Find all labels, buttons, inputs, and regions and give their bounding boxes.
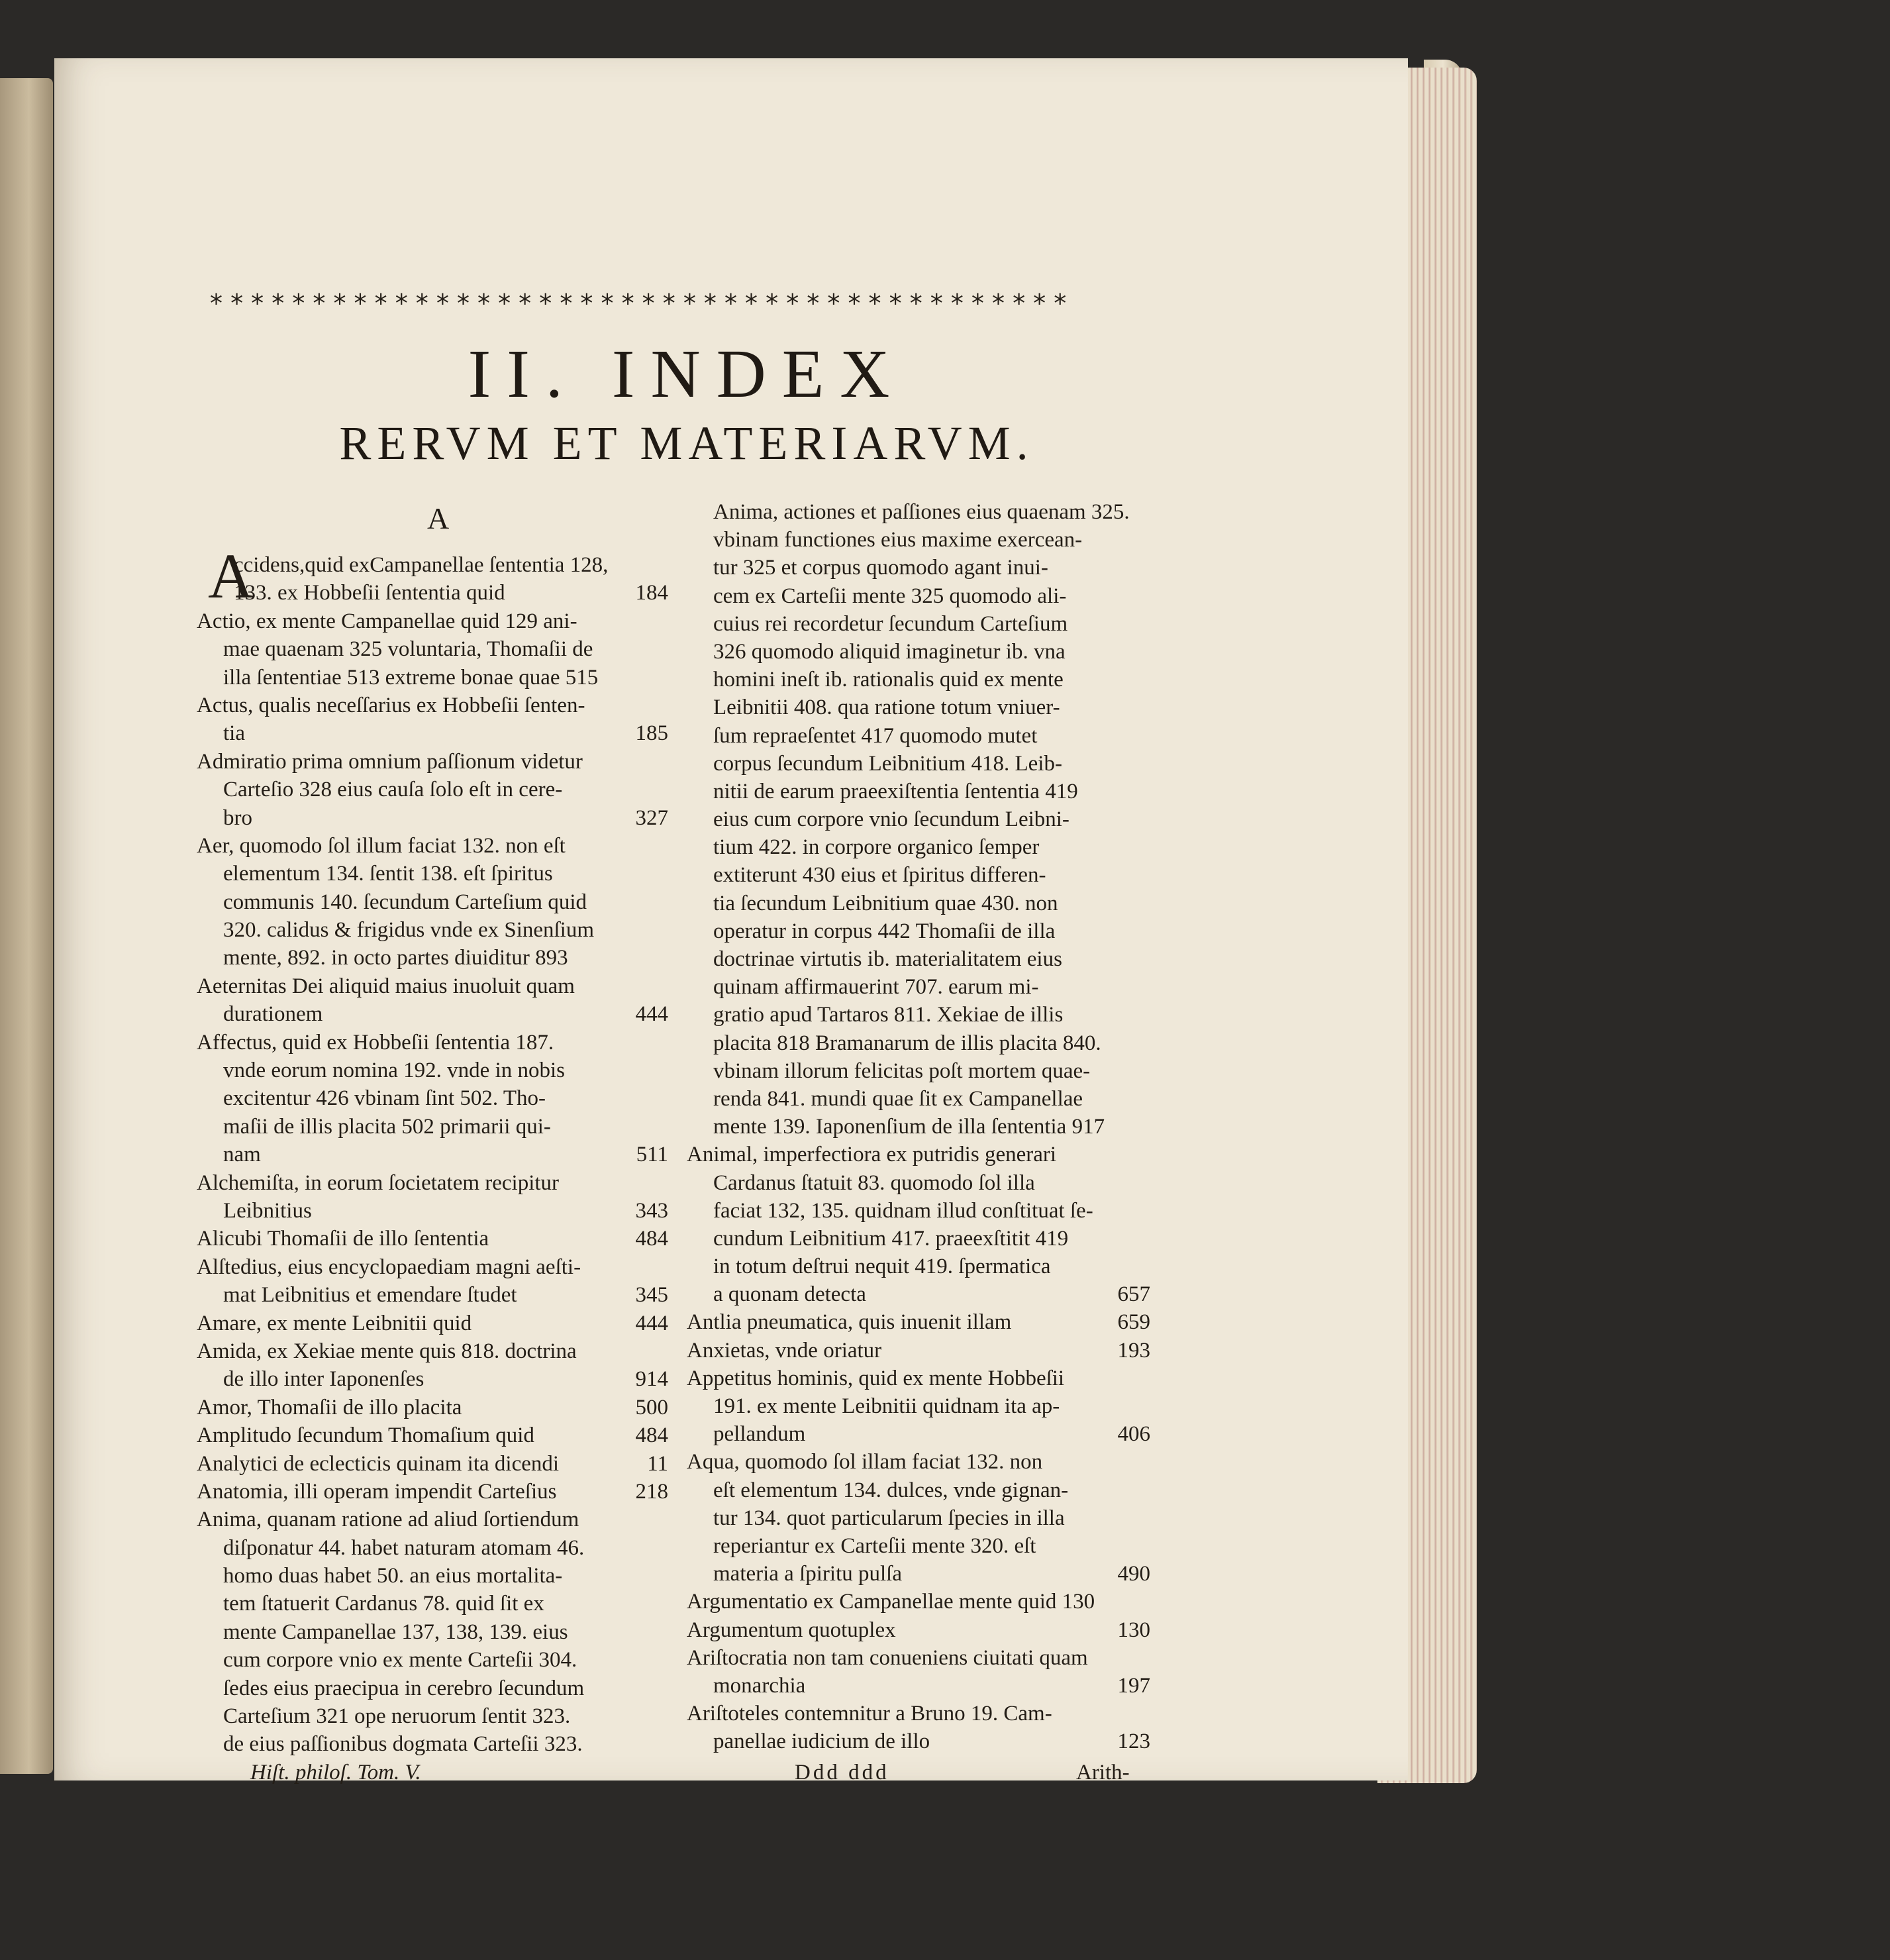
index-entry-text: a quonam detecta xyxy=(713,1282,866,1307)
index-page-number xyxy=(1144,694,1150,721)
index-page-number: 343 xyxy=(635,1198,668,1223)
index-entry-text: 326 quomodo aliquid imaginetur ib. vna xyxy=(713,639,1066,664)
index-page-number: 914 xyxy=(635,1367,668,1392)
index-entry-text: extiterunt 430 eius et ſpiritus differen- xyxy=(713,863,1046,888)
footer-signature: Hiſt. philoſ. Tom. V. xyxy=(250,1761,421,1784)
index-entry-text: elementum 134. ſentit 138. eſt ſpiritus xyxy=(223,862,553,886)
index-page-number xyxy=(662,944,668,972)
footer-signature-mark: Ddd ddd xyxy=(795,1761,889,1784)
index-entry-text: Amare, ex mente Leibnitii quid xyxy=(197,1311,472,1335)
index-line xyxy=(687,1420,1150,1448)
right-index-column xyxy=(687,498,1150,1755)
index-page-number xyxy=(1144,778,1150,805)
index-page-number xyxy=(1144,1057,1150,1085)
index-page-number: 345 xyxy=(635,1283,668,1308)
index-page-number xyxy=(662,1113,668,1141)
index-page-number xyxy=(662,1534,668,1562)
index-page-number xyxy=(662,1646,668,1674)
index-entry-text: reperiantur ex Carteſii mente 320. eſt xyxy=(713,1533,1036,1558)
index-line xyxy=(197,1029,668,1057)
index-entry-text: Actus, qualis neceſſarius ex Hobbeſii ſenten- xyxy=(197,693,585,717)
index-entry-text: 191. ex mente Leibnitii quidnam ita ap- xyxy=(713,1394,1060,1418)
index-line xyxy=(687,1560,1150,1588)
index-entry-text: Appetitus hominis, quid ex mente Hobbeſii xyxy=(687,1366,1065,1390)
index-page-number xyxy=(662,607,668,635)
index-entry-text: mente Campanellae 137, 138, 139. eius xyxy=(223,1620,568,1644)
index-entry-text: Anatomia, illi operam impendit Carteſius xyxy=(197,1479,557,1504)
index-entry-text: Argumentatio ex Campanellae mente quid 130 xyxy=(687,1590,1095,1614)
index-line xyxy=(687,1253,1150,1280)
index-line xyxy=(687,1337,1150,1365)
index-line xyxy=(197,972,668,1000)
index-page-number xyxy=(1144,1504,1150,1532)
index-line xyxy=(197,1730,668,1758)
index-entry-text: monarchia xyxy=(713,1673,806,1698)
index-page-number: 500 xyxy=(635,1395,668,1419)
index-line xyxy=(197,1141,668,1168)
index-line xyxy=(687,1644,1150,1672)
index-entry-text: de illo inter Iaponenſes xyxy=(223,1367,424,1392)
index-page-number xyxy=(1144,1532,1150,1560)
index-page-number xyxy=(662,551,668,579)
index-page-number: 484 xyxy=(635,1423,668,1448)
index-page-number xyxy=(1144,1448,1150,1476)
book-page xyxy=(54,58,1408,1784)
index-page-number xyxy=(662,635,668,663)
index-line xyxy=(687,610,1150,638)
index-entry-text: nitii de earum praeexiſtentia ſententia 419 xyxy=(713,779,1078,803)
index-line xyxy=(197,1534,668,1562)
index-entry-text: cum corpore vnio ex mente Carteſii 304. xyxy=(223,1648,577,1673)
index-line xyxy=(687,1113,1150,1141)
index-line xyxy=(687,1197,1150,1225)
index-entry-text: vbinam functiones eius maxime exercean- xyxy=(713,528,1083,552)
index-page-number xyxy=(662,1169,668,1197)
index-line xyxy=(197,1450,668,1478)
index-line xyxy=(197,1562,668,1590)
left-page-edge xyxy=(0,78,53,1774)
index-page-number xyxy=(662,1084,668,1112)
index-page-number xyxy=(1144,722,1150,750)
index-line xyxy=(687,1616,1150,1644)
index-line xyxy=(197,1000,668,1028)
index-entry-text: mente 139. Iaponenſium de illa ſententia 917 xyxy=(713,1115,1105,1139)
index-entry-text: placita 818 Bramanarum de illis placita 840. xyxy=(713,1031,1101,1055)
footer-catchword: Arith- xyxy=(1076,1761,1130,1784)
index-line xyxy=(197,916,668,944)
index-entry-text: Amida, ex Xekiae mente quis 818. doctrina xyxy=(197,1339,577,1363)
index-page-number: 490 xyxy=(1117,1562,1150,1586)
index-entry-text: doctrinae virtutis ib. materialitatem eius xyxy=(713,947,1062,971)
index-entry-text: vnde eorum nomina 192. vnde in nobis xyxy=(223,1058,566,1083)
index-entry-text: tia ſecundum Leibnitium quae 430. non xyxy=(713,891,1058,915)
index-line xyxy=(197,1702,668,1730)
index-line xyxy=(197,1310,668,1337)
index-page-number xyxy=(1144,1001,1150,1029)
index-page-number xyxy=(1144,1644,1150,1672)
index-page-number: 484 xyxy=(635,1227,668,1251)
index-line xyxy=(687,554,1150,582)
index-line xyxy=(687,1700,1150,1728)
index-page-number xyxy=(1144,666,1150,694)
index-page-number xyxy=(662,1675,668,1702)
index-entry-text: homini ineſt ib. rationalis quid ex mente xyxy=(713,668,1064,692)
index-line xyxy=(687,890,1150,917)
index-entry-text: Cardanus ſtatuit 83. quomodo ſol illa xyxy=(713,1170,1035,1195)
index-line xyxy=(687,1365,1150,1392)
index-page-number: 185 xyxy=(635,721,668,746)
index-entry-text: Amor, Thomaſii de illo placita xyxy=(197,1395,462,1419)
index-page-number xyxy=(1144,861,1150,889)
index-entry-text: excitentur 426 vbinam ſint 502. Tho- xyxy=(223,1086,546,1111)
index-page-number: 444 xyxy=(635,1002,668,1027)
index-line xyxy=(197,748,668,776)
index-page-number: 444 xyxy=(635,1311,668,1335)
index-page-number xyxy=(662,972,668,1000)
index-line xyxy=(687,498,1150,526)
index-page-number xyxy=(1144,1225,1150,1253)
index-line xyxy=(197,1618,668,1646)
index-page-number: 327 xyxy=(635,805,668,830)
index-entry-text: diſponatur 44. habet naturam atomam 46. xyxy=(223,1535,585,1560)
index-entry-text: cuius rei recordetur ſecundum Carteſium xyxy=(713,611,1068,636)
index-entry-text: quinam affirmauerint 707. earum mi- xyxy=(713,975,1039,1000)
index-page-number xyxy=(662,1702,668,1730)
index-page-number xyxy=(662,776,668,803)
index-entry-text: Anima, actiones et paſſiones eius quaenam 325. xyxy=(713,500,1130,524)
index-entry-text: cem ex Carteſii mente 325 quomodo ali- xyxy=(713,584,1067,608)
index-line xyxy=(197,1421,668,1449)
index-line xyxy=(687,722,1150,750)
index-entry-text: ſedes eius praecipua in cerebro ſecundum xyxy=(223,1676,585,1700)
index-page-number xyxy=(1144,638,1150,666)
index-page-number xyxy=(662,692,668,719)
index-entry-text: illa ſententiae 513 extreme bonae quae 515 xyxy=(223,665,599,690)
index-entry-text: durationem xyxy=(223,1002,323,1027)
index-entry-text: Leibnitii 408. qua ratione totum vniuer- xyxy=(713,696,1060,720)
index-line xyxy=(687,973,1150,1001)
drop-cap: A xyxy=(208,541,254,611)
index-page-number xyxy=(662,1590,668,1618)
index-line xyxy=(197,1365,668,1393)
index-line xyxy=(687,638,1150,666)
index-line xyxy=(197,1337,668,1365)
index-entry-text: gratio apud Tartaros 811. Xekiae de illis xyxy=(713,1003,1064,1027)
index-line xyxy=(687,1504,1150,1532)
index-line xyxy=(687,1448,1150,1476)
index-entry-text: Alicubi Thomaſii de illo ſententia xyxy=(197,1227,489,1251)
index-line xyxy=(687,1280,1150,1308)
index-line xyxy=(687,694,1150,721)
star-ornament-rule: * * * * * * * * * * * * * * * * * * * * * * * * * * * * * * * * * * * * * * * * * * xyxy=(210,289,1067,318)
index-line xyxy=(687,1169,1150,1197)
index-entry-text: operatur in corpus 442 Thomaſii de illa xyxy=(713,919,1056,943)
index-line xyxy=(197,1084,668,1112)
index-page-number xyxy=(662,1337,668,1365)
index-line xyxy=(197,1253,668,1281)
index-page-number xyxy=(662,1057,668,1084)
index-line xyxy=(197,1113,668,1141)
index-entry-text: Leibnitius xyxy=(223,1198,312,1223)
index-entry-text: Aer, quomodo ſol illum faciat 132. non eſt xyxy=(197,833,566,858)
index-entry-text: homo duas habet 50. an eius mortalita- xyxy=(223,1564,563,1588)
index-page-number xyxy=(1144,890,1150,917)
index-line xyxy=(197,804,668,832)
index-line xyxy=(687,1057,1150,1085)
index-entry-text: Admiratio prima omnium paſſionum videtur xyxy=(197,749,583,774)
index-entry-text: tur 134. quot particularum ſpecies in illa xyxy=(713,1506,1065,1530)
index-page-number xyxy=(1144,1113,1150,1141)
index-entry-text: tem ſtatuerit Cardanus 78. quid ſit ex xyxy=(223,1592,544,1616)
index-line xyxy=(687,666,1150,694)
index-line xyxy=(197,1169,668,1197)
index-line xyxy=(687,1225,1150,1253)
index-page-number xyxy=(662,1618,668,1646)
index-page-number xyxy=(1144,1253,1150,1280)
index-page-number: 406 xyxy=(1117,1422,1150,1447)
index-line xyxy=(197,1506,668,1533)
index-line xyxy=(197,1197,668,1225)
index-entry-text: Antlia pneumatica, quis inuenit illam xyxy=(687,1310,1012,1335)
index-page-number xyxy=(1144,1197,1150,1225)
index-page-number xyxy=(1144,1141,1150,1168)
index-page-number xyxy=(662,860,668,888)
index-page-number: 130 xyxy=(1117,1618,1150,1642)
index-page-number xyxy=(662,1562,668,1590)
index-line xyxy=(687,833,1150,861)
index-page-number xyxy=(662,1506,668,1533)
index-line xyxy=(197,860,668,888)
index-line xyxy=(197,1225,668,1253)
index-entry-text: Anxietas, vnde oriatur xyxy=(687,1338,882,1363)
index-line xyxy=(197,1590,668,1618)
index-page-number xyxy=(662,1029,668,1057)
index-entry-text: Aqua, quomodo ſol illam faciat 132. non xyxy=(687,1450,1043,1474)
index-line xyxy=(197,1057,668,1084)
index-page-number: 659 xyxy=(1117,1310,1150,1335)
index-line xyxy=(687,778,1150,805)
index-entry-text: corpus ſecundum Leibnitium 418. Leib- xyxy=(713,751,1062,776)
index-entry-text: Amplitudo ſecundum Thomaſium quid xyxy=(197,1423,534,1448)
index-page-number xyxy=(1144,833,1150,861)
index-entry-text: eius cum corpore vnio ſecundum Leibni- xyxy=(713,807,1069,832)
index-page-number: 657 xyxy=(1117,1282,1150,1307)
index-page-number xyxy=(662,832,668,860)
index-line xyxy=(687,750,1150,778)
index-entry-text: ſum repraeſentet 417 quomodo mutet xyxy=(713,723,1038,748)
index-line xyxy=(197,551,668,579)
index-entry-text: de eius paſſionibus dogmata Carteſii 323. xyxy=(223,1732,583,1757)
index-line xyxy=(197,1281,668,1309)
index-entry-text: renda 841. mundi quae ſit ex Campanellae xyxy=(713,1086,1083,1111)
index-entry-text: bro xyxy=(223,805,252,830)
index-page-number: 184 xyxy=(635,581,668,605)
index-entry-text: Alſtedius, eius encyclopaediam magni aeſti- xyxy=(197,1255,581,1279)
left-index-column xyxy=(197,551,668,1759)
index-entry-text: 133. ex Hobbeſii ſententia quid xyxy=(234,581,505,605)
index-line xyxy=(197,888,668,916)
index-page-number xyxy=(1144,917,1150,945)
index-entry-text: mat Leibnitius et emendare ſtudet xyxy=(223,1283,517,1308)
index-line xyxy=(197,1394,668,1421)
index-title: II. INDEX xyxy=(468,336,906,412)
index-line xyxy=(687,1672,1150,1700)
index-entry-text: Alchemiſta, in eorum ſocietatem recipitur xyxy=(197,1170,560,1195)
index-page-number xyxy=(1144,1169,1150,1197)
index-line xyxy=(197,635,668,663)
index-page-number xyxy=(1144,750,1150,778)
index-line xyxy=(197,579,668,607)
index-line xyxy=(687,917,1150,945)
index-line xyxy=(197,719,668,747)
index-page-number xyxy=(1144,610,1150,638)
index-entry-text: mente, 892. in octo partes diuiditur 893 xyxy=(223,946,568,970)
index-entry-text: faciat 132, 135. quidnam illud conſtituat ſe- xyxy=(713,1198,1093,1223)
index-line xyxy=(197,832,668,860)
index-line xyxy=(197,607,668,635)
index-line xyxy=(687,1141,1150,1168)
index-page-number: 218 xyxy=(635,1479,668,1504)
index-entry-text: Carteſium 321 ope neruorum ſentit 323. xyxy=(223,1704,571,1729)
index-subtitle: RERVM ET MATERIARVM. xyxy=(339,417,1034,470)
index-page-number xyxy=(662,888,668,916)
index-page-number xyxy=(1144,1365,1150,1392)
index-page-number: 197 xyxy=(1117,1673,1150,1698)
index-entry-text: panellae iudicium de illo xyxy=(713,1729,930,1754)
index-line xyxy=(197,944,668,972)
section-letter: A xyxy=(427,501,450,535)
index-page-number xyxy=(1144,526,1150,554)
index-entry-text: Aeternitas Dei aliquid maius inuoluit quam xyxy=(197,974,575,998)
index-page-number xyxy=(1144,805,1150,833)
index-line xyxy=(687,1085,1150,1113)
index-line xyxy=(687,1588,1150,1616)
index-page-number xyxy=(662,1730,668,1758)
index-page-number xyxy=(1144,945,1150,973)
index-line xyxy=(197,692,668,719)
index-entry-text: Ariſtocratia non tam conueniens ciuitati quam xyxy=(687,1645,1088,1670)
index-line xyxy=(687,1392,1150,1420)
index-page-number xyxy=(1144,582,1150,610)
index-line xyxy=(687,945,1150,973)
index-line xyxy=(197,1478,668,1506)
index-entry-text: vbinam illorum felicitas poſt mortem quae- xyxy=(713,1058,1091,1083)
index-entry-text: Analytici de eclecticis quinam ita dicendi xyxy=(197,1451,560,1476)
index-entry-text: eſt elementum 134. dulces, vnde gignan- xyxy=(713,1478,1069,1502)
index-entry-text: mae quaenam 325 voluntaria, Thomaſii de xyxy=(223,637,593,662)
index-page-number xyxy=(1144,1700,1150,1728)
index-line xyxy=(687,526,1150,554)
index-entry-text: cundum Leibnitium 417. praeexſtitit 419 xyxy=(713,1226,1069,1251)
index-line xyxy=(687,1728,1150,1755)
index-entry-text: Carteſio 328 eius cauſa ſolo eſt in cere- xyxy=(223,778,563,802)
index-line xyxy=(687,1308,1150,1336)
index-entry-text: tur 325 et corpus quomodo agant inui- xyxy=(713,556,1048,580)
index-page-number xyxy=(1144,973,1150,1001)
index-page-number xyxy=(1144,1392,1150,1420)
index-page-number xyxy=(1144,1085,1150,1113)
index-entry-text: Actio, ex mente Campanellae quid 129 ani- xyxy=(197,609,577,633)
index-line xyxy=(197,1646,668,1674)
index-page-number xyxy=(662,748,668,776)
index-entry-text: Ariſtoteles contemnitur a Bruno 19. Cam- xyxy=(687,1702,1052,1726)
index-entry-text: in totum deſtrui nequit 419. ſpermatica xyxy=(713,1255,1051,1279)
index-line xyxy=(197,664,668,692)
index-entry-text: materia a ſpiritu pulſa xyxy=(713,1562,902,1586)
index-page-number xyxy=(1144,554,1150,582)
index-line xyxy=(687,861,1150,889)
index-line xyxy=(687,1532,1150,1560)
index-line xyxy=(687,1476,1150,1504)
index-line xyxy=(197,1675,668,1702)
index-page-number xyxy=(1144,498,1150,526)
index-entry-text: maſii de illis placita 502 primarii qui- xyxy=(223,1114,551,1139)
index-entry-text: 320. calidus & frigidus vnde ex Sinenſium xyxy=(223,918,595,943)
index-page-number: 193 xyxy=(1117,1338,1150,1363)
index-entry-text: pellandum xyxy=(713,1422,806,1447)
index-line xyxy=(687,1001,1150,1029)
index-page-number xyxy=(662,664,668,692)
index-entry-text: ccidens,quid exCampanellae ſententia 128, xyxy=(234,553,609,577)
index-entry-text: Animal, imperfectiora ex putridis generari xyxy=(687,1143,1057,1167)
index-page-number: 511 xyxy=(636,1143,668,1167)
index-line xyxy=(197,776,668,803)
index-entry-text: Argumentum quotuplex xyxy=(687,1618,896,1642)
index-entry-text: Affectus, quid ex Hobbeſii ſententia 187. xyxy=(197,1030,554,1055)
index-entry-text: nam xyxy=(223,1143,261,1167)
index-line xyxy=(687,582,1150,610)
index-page-number xyxy=(1144,1476,1150,1504)
index-line xyxy=(687,805,1150,833)
index-page-number: 11 xyxy=(647,1451,668,1476)
index-entry-text: tium 422. in corpore organico ſemper xyxy=(713,835,1040,860)
index-page-number: 123 xyxy=(1117,1729,1150,1754)
index-entry-text: communis 140. ſecundum Carteſium quid xyxy=(223,890,587,914)
index-line xyxy=(687,1029,1150,1057)
index-page-number xyxy=(1144,1029,1150,1057)
index-page-number xyxy=(662,1253,668,1281)
index-entry-text: tia xyxy=(223,721,245,746)
index-entry-text: Anima, quanam ratione ad aliud ſortiendum xyxy=(197,1508,579,1532)
index-page-number xyxy=(1144,1588,1150,1616)
index-page-number xyxy=(662,916,668,944)
